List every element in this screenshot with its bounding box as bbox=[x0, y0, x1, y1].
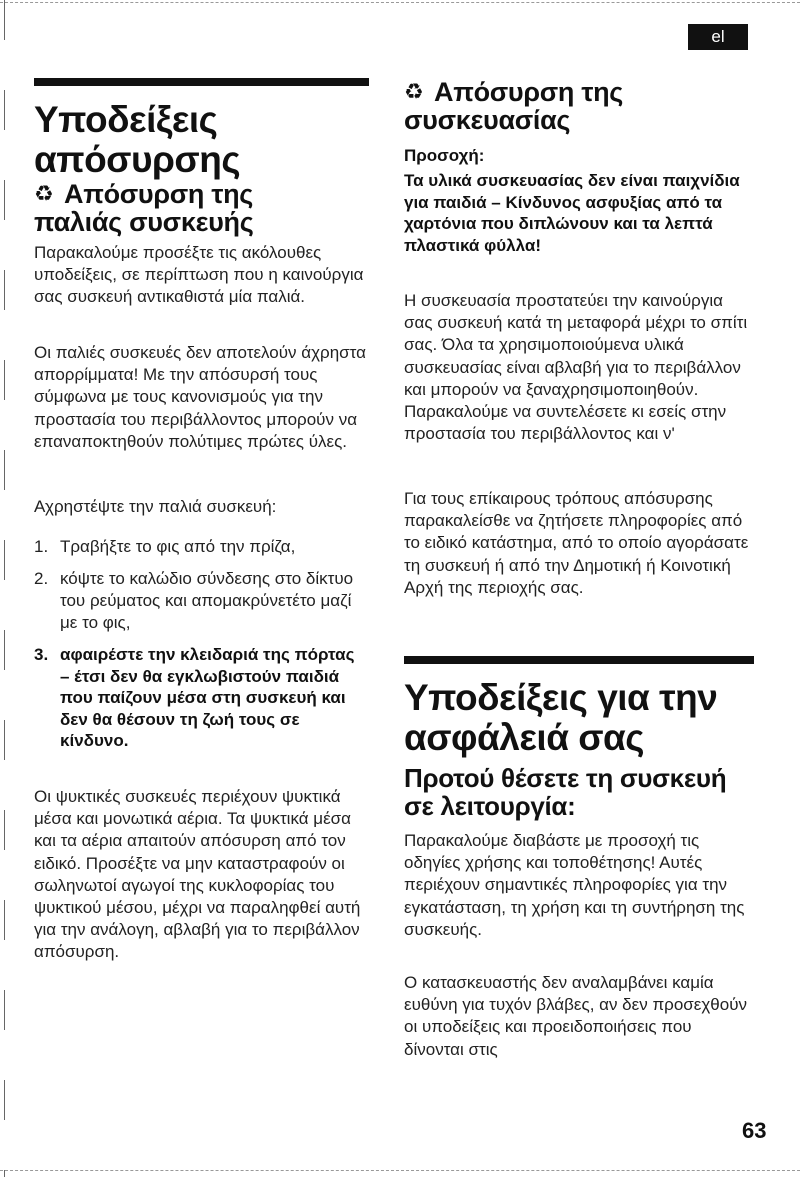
step-number: 1. bbox=[34, 537, 49, 556]
paragraph: Η συσκευασία προστατεύει την καινούργια σας συσκευή κατά τη μεταφορά μέχρι το σπίτι σας. Όλα τα χρησιμοποιούμενα υλικά συσκευασίας είναι αβλαβή για το περιβάλλον και μπορούν να ξαναχρησιμοποιηθούν. Παρακαλούμε να συντελέσετε κι εσείς στην προστασία του περιβάλλοντος και ν' bbox=[404, 291, 748, 444]
page-number: 63 bbox=[742, 1118, 767, 1143]
paragraph: Παρακαλούμε διαβάστε με προσοχή τις οδηγίες χρήσης και τοποθέτησης! Αυτές περιέχουν σημαντικές πληροφορίες για την εγκατάσταση, τη χρήση και τη συντήρηση της συσκευής. bbox=[404, 831, 745, 939]
step-number: 2. bbox=[34, 569, 49, 588]
scan-edge-bottom bbox=[0, 1170, 800, 1172]
heading-rule bbox=[404, 656, 754, 664]
scan-edge-top bbox=[0, 2, 800, 4]
paragraph: Οι παλιές συσκευές δεν αποτελούν άχρηστα απορρίμματα! Με την απόσυρσή τους σύμφωνα με τους κανονισμούς για την προστασία του περιβάλλοντος μπορούν να επαναποκτηθούν πολύτιμες πρώτες ύλες. bbox=[34, 343, 366, 451]
heading-rule bbox=[34, 78, 369, 86]
paragraph: Για τους επίκαιρους τρόπους απόσυρσης παρακαλείσθε να ζητήσετε πληροφορίες από το ειδικό κατάστημα, από το οποίο αγοράσατε τη συσκευή ή από την Δημοτική ή Κοινοτική Αρχή της περιοχής σας. bbox=[404, 489, 749, 597]
before-operation-heading: Προτού θέσετε τη συσκευή σε λειτουργία: bbox=[404, 763, 727, 821]
paragraph: Ο κατασκευαστής δεν αναλαμβάνει καμία ευθύνη για τυχόν βλάβες, αν δεν προσεχθούν οι υποδείξεις και προειδοποιήσεις που δίνονται στις bbox=[404, 973, 748, 1059]
caution-label: Προσοχή: bbox=[404, 146, 485, 165]
step-text: αφαιρέστε την κλειδαριά της πόρτας – έτσι δεν θα εγκλωβιστούν παιδιά που παίζουν μέσα στη συσκευή και δεν θα θέσουν τη ζωή τους σε κίνδυνο. bbox=[60, 645, 355, 750]
recycle-icon: ♻ bbox=[404, 79, 424, 104]
step-text: Τραβήξτε το φις από την πρίζα, bbox=[60, 537, 296, 556]
packaging-heading-text: Απόσυρση της συσκευασίας bbox=[404, 77, 623, 135]
paragraph: Αχρηστέψτε την παλιά συσκευή: bbox=[34, 497, 277, 516]
safety-title: Υποδείξεις για την ασφάλειά σας bbox=[404, 677, 718, 758]
packaging-heading bbox=[404, 78, 704, 134]
disposal-title: Υποδείξεις απόσυρσης bbox=[34, 99, 241, 180]
paragraph: Παρακαλούμε προσέξτε τις ακόλουθες υποδείξεις, σε περίπτωση που η καινούργια σας συσκευή αντικαθιστά μία παλιά. bbox=[34, 243, 364, 307]
recycle-icon: ♻ bbox=[34, 181, 54, 206]
paragraph: Οι ψυκτικές συσκευές περιέχουν ψυκτικά μέσα και μονωτικά αέρια. Τα ψυκτικά μέσα και τα αέρια απαιτούν απόσυρση από τον ειδικό. Προσέξτε να μην καταστραφούν οι σωληνωτοί αγωγοί της κυκλοφορίας του ψυκτικού μέσου, μέχρι να παραληφθεί αυτή για την ανάλογη, αβλαβή για το περιβάλλον απόσυρση. bbox=[34, 787, 361, 962]
scan-edge-left bbox=[4, 0, 5, 1177]
step-number: 3. bbox=[34, 645, 49, 664]
step-text: κόψτε το καλώδιο σύνδεσης στο δίκτυο του ρεύματος και απομακρύνετέτο μαζί με το φις, bbox=[60, 569, 354, 633]
caution-text: Τα υλικά συσκευασίας δεν είναι παιχνίδια για παιδιά – Κίνδυνος ασφυξίας από τα χαρτόνια που διπλώνουν και τα λεπτά πλαστικά φύλλα! bbox=[404, 171, 740, 255]
old-appliance-heading bbox=[34, 180, 324, 236]
old-appliance-heading-text: Απόσυρση της παλιάς συσκευής bbox=[34, 179, 254, 237]
language-badge: el bbox=[688, 24, 748, 50]
